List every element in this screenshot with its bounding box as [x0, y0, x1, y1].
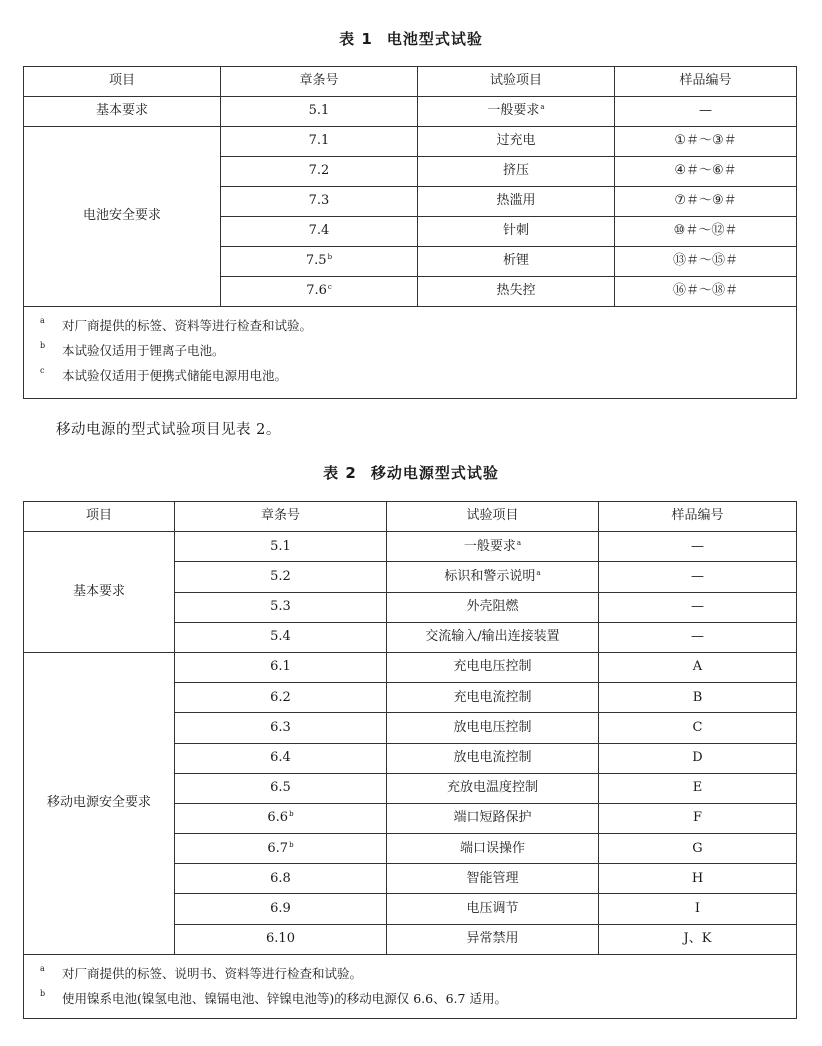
sample-number-cell: —	[599, 532, 797, 562]
footnote-marker: b	[289, 810, 294, 819]
sample-number-cell: J、K	[599, 924, 797, 954]
group-label: 基本要求	[24, 532, 175, 653]
column-header: 章条号	[221, 67, 418, 97]
table2	[23, 501, 797, 1019]
table-row	[24, 652, 797, 682]
note-text: 使用镍系电池(镍氢电池、镍镉电池、锌镍电池等)的移动电源仅 6.6、6.7 适用。	[62, 990, 507, 1006]
table-note	[40, 961, 796, 986]
test-item-cell	[418, 187, 615, 217]
test-item-name: 电压调节	[466, 900, 519, 916]
clause-cell	[175, 532, 387, 562]
table1-caption	[0, 28, 822, 49]
clause-cell	[221, 247, 418, 277]
clause-number: 7.6	[306, 283, 327, 299]
clause-number: 5.3	[270, 599, 291, 614]
test-item-cell	[387, 532, 599, 562]
sample-number-cell: E	[599, 773, 797, 803]
clause-number: 7.2	[308, 163, 330, 179]
clause-number: 6.1	[270, 659, 291, 675]
table2-caption-title: 移动电源型式试验	[370, 464, 499, 482]
clause-number: 5.1	[308, 103, 330, 119]
test-item-name: 异常禁用	[466, 931, 519, 947]
sample-number-cell: C	[599, 713, 797, 743]
clause-number: 5.1	[270, 538, 291, 554]
sample-number-cell: —	[599, 562, 797, 592]
footnote-marker: b	[327, 253, 333, 262]
table-row	[24, 97, 797, 127]
test-item-name: 充放电温度控制	[446, 780, 538, 796]
table-row	[24, 532, 797, 562]
table1	[23, 66, 797, 399]
sample-number-cell: ④＃～⑥＃	[615, 157, 797, 187]
test-item-name: 一般要求	[487, 103, 540, 119]
note-marker: c	[40, 366, 45, 375]
test-item-cell	[387, 683, 599, 713]
clause-number: 6.7	[267, 840, 289, 856]
test-item-cell	[387, 834, 599, 864]
table-notes	[24, 954, 797, 1018]
sample-number-cell: —	[615, 97, 797, 127]
clause-cell	[221, 277, 418, 307]
test-item-cell	[418, 157, 615, 187]
note-marker: a	[40, 963, 45, 973]
clause-number: 7.4	[308, 223, 330, 239]
column-header: 项目	[24, 502, 175, 532]
sample-number-cell: ⑬＃～⑮＃	[615, 247, 797, 277]
test-item-name: 标识和警示说明	[444, 568, 536, 584]
test-item-name: 热失控	[496, 283, 536, 299]
test-item-name: 析锂	[502, 253, 529, 269]
note-marker: b	[40, 988, 46, 998]
clause-number: 6.3	[270, 719, 291, 735]
test-item-name: 针刺	[502, 223, 529, 239]
footnote-marker: a	[516, 538, 522, 547]
test-item-name: 放电电流控制	[453, 749, 532, 765]
clause-number: 6.4	[270, 749, 291, 765]
sample-number-cell: F	[599, 803, 797, 833]
clause-cell	[175, 683, 387, 713]
clause-cell	[175, 924, 387, 954]
table-note	[40, 986, 796, 1011]
table-notes-row	[24, 954, 797, 1018]
test-item-cell	[418, 277, 615, 307]
clause-number: 6.8	[270, 870, 291, 886]
test-item-cell	[387, 652, 599, 682]
test-item-cell	[418, 217, 615, 247]
test-item-name: 智能管理	[466, 870, 519, 886]
sample-number-cell: B	[599, 683, 797, 713]
test-item-name: 挤压	[502, 163, 529, 179]
test-item-cell	[418, 127, 615, 157]
clause-number: 7.5	[305, 253, 327, 269]
test-item-name: 充电电压控制	[453, 659, 532, 675]
test-item-cell	[387, 864, 599, 894]
clause-cell	[221, 127, 418, 157]
group-label: 基本要求	[24, 97, 221, 127]
clause-cell	[221, 157, 418, 187]
test-item-cell	[387, 773, 599, 803]
group-label: 移动电源安全要求	[24, 652, 175, 954]
sample-number-cell: —	[599, 592, 797, 622]
test-item-name: 热滥用	[496, 193, 536, 209]
test-item-name: 交流输入/输出连接装置	[425, 629, 560, 645]
clause-cell	[175, 834, 387, 864]
test-item-name: 过充电	[496, 133, 536, 149]
sample-number-cell: G	[599, 834, 797, 864]
table-row	[24, 127, 797, 157]
test-item-name: 外壳阻燃	[466, 599, 519, 614]
clause-cell	[175, 803, 387, 833]
sample-number-cell: H	[599, 864, 797, 894]
sample-number-cell: ⑩＃～⑫＃	[615, 217, 797, 247]
clause-cell	[175, 622, 387, 652]
clause-cell	[221, 217, 418, 247]
test-item-name: 一般要求	[463, 538, 516, 554]
sample-number-cell: I	[599, 894, 797, 924]
test-item-name: 端口误操作	[459, 840, 525, 856]
test-item-cell	[387, 803, 599, 833]
sample-number-cell: ⑯＃～⑱＃	[615, 277, 797, 307]
note-text: 对厂商提供的标签、资料等进行检查和试验。	[62, 318, 313, 333]
footnote-marker: a	[540, 103, 545, 112]
test-item-name: 充电电流控制	[453, 689, 532, 705]
table-header-row	[24, 502, 797, 532]
clause-cell	[175, 864, 387, 894]
group-label: 电池安全要求	[24, 127, 221, 307]
note-text: 本试验仅适用于便携式储能电源用电池。	[62, 368, 288, 383]
table-header-row	[24, 67, 797, 97]
footnote-marker: a	[536, 568, 541, 577]
clause-number: 5.4	[270, 629, 291, 645]
test-item-cell	[387, 622, 599, 652]
clause-number: 6.6	[267, 810, 289, 826]
column-header: 项目	[24, 67, 221, 97]
clause-number: 6.2	[270, 689, 291, 705]
sample-number-cell: ⑦＃～⑨＃	[615, 187, 797, 217]
clause-cell	[175, 713, 387, 743]
table1-caption-title: 电池型式试验	[386, 30, 483, 48]
note-text: 本试验仅适用于锂离子电池。	[62, 343, 225, 358]
test-item-cell	[387, 894, 599, 924]
column-header: 样品编号	[599, 502, 797, 532]
test-item-cell	[387, 562, 599, 592]
clause-number: 6.9	[270, 900, 291, 916]
sample-number-cell: D	[599, 743, 797, 773]
table-notes	[24, 307, 797, 399]
clause-number: 6.10	[266, 931, 295, 947]
test-item-cell	[387, 592, 599, 622]
table-note	[40, 313, 796, 338]
clause-cell	[175, 562, 387, 592]
sample-number-cell: —	[599, 622, 797, 652]
test-item-cell	[418, 97, 615, 127]
test-item-cell	[387, 743, 599, 773]
clause-cell	[175, 773, 387, 803]
column-header: 试验项目	[418, 67, 615, 97]
clause-cell	[175, 652, 387, 682]
clause-number: 7.1	[308, 133, 330, 149]
table-notes-row	[24, 307, 797, 399]
note-text: 对厂商提供的标签、说明书、资料等进行检查和试验。	[62, 965, 363, 981]
table-note	[40, 363, 796, 388]
note-marker: a	[40, 316, 45, 325]
table1-caption-number: 表 1	[339, 30, 373, 48]
clause-cell	[221, 97, 418, 127]
clause-number: 6.5	[270, 780, 291, 796]
clause-number: 7.3	[308, 193, 330, 209]
clause-cell	[175, 592, 387, 622]
note-marker: b	[40, 341, 46, 350]
test-item-name: 端口短路保护	[453, 810, 532, 826]
clause-cell	[175, 743, 387, 773]
sample-number-cell: A	[599, 652, 797, 682]
clause-cell	[221, 187, 418, 217]
column-header: 样品编号	[615, 67, 797, 97]
clause-cell	[175, 894, 387, 924]
footnote-marker: c	[327, 283, 332, 292]
footnote-marker: b	[289, 840, 294, 849]
test-item-cell	[387, 924, 599, 954]
clause-number: 5.2	[270, 568, 291, 584]
test-item-cell	[387, 713, 599, 743]
table-note	[40, 338, 796, 363]
test-item-cell	[418, 247, 615, 277]
sample-number-cell: ①＃～③＃	[615, 127, 797, 157]
test-item-name: 放电电压控制	[453, 719, 532, 735]
body-paragraph: 移动电源的型式试验项目见表 2。	[56, 422, 281, 438]
table2-caption-number: 表 2	[323, 464, 357, 482]
column-header: 章条号	[175, 502, 387, 532]
table2-caption	[0, 462, 822, 483]
column-header: 试验项目	[387, 502, 599, 532]
